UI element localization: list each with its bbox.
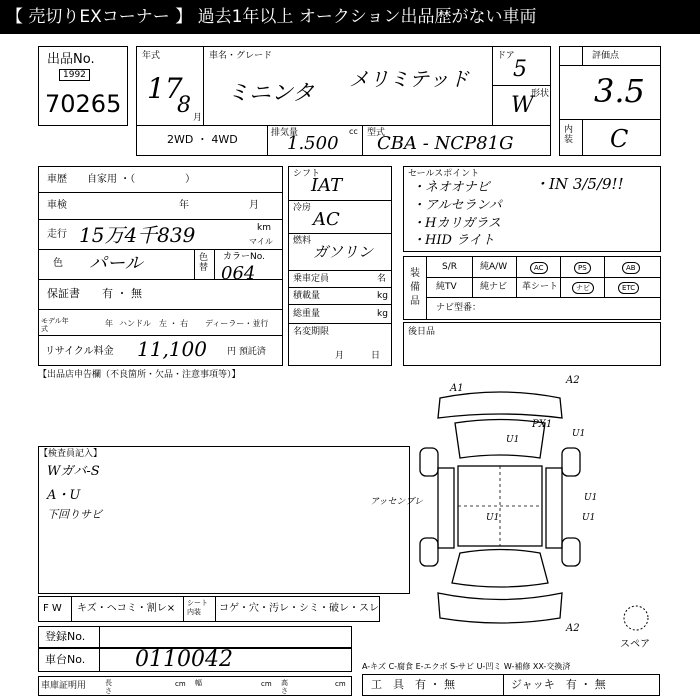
- capacity-label: 乗車定員: [293, 274, 330, 284]
- name-label: 車名・グレード: [209, 51, 273, 61]
- color-no-value: 064: [221, 263, 256, 284]
- equip-etc: ETC: [618, 282, 639, 294]
- type-label: 型式: [367, 128, 386, 138]
- ac-value: AC: [313, 209, 340, 230]
- lot-label: 出品No.: [47, 52, 95, 67]
- selling-point-4: ・HID ライト: [412, 233, 495, 248]
- displacement-value: 1.500: [287, 133, 339, 154]
- selling-points-box: [403, 166, 661, 252]
- cert-width: 幅: [195, 679, 202, 687]
- cert-height: 高さ: [281, 679, 288, 695]
- color-no-label: カラーNo.: [223, 252, 265, 262]
- fuel-label: 燃料: [293, 236, 312, 246]
- tools-text: 工 具 有 ・ 無: [371, 678, 455, 691]
- fw-row: [38, 596, 380, 622]
- recycle-value: 11,100: [137, 337, 207, 361]
- chassis-value: 0110042: [135, 647, 233, 672]
- shaken-month: 月: [249, 200, 259, 211]
- color-value: パール: [89, 253, 143, 274]
- shape-label: 形状: [531, 89, 550, 99]
- model-year-unit: 年: [105, 319, 113, 328]
- mark-a2-top: A2: [566, 375, 580, 386]
- history-row: 車歴 自家用 ・（ ）: [47, 174, 196, 185]
- shaken-label: 車検: [47, 200, 67, 211]
- declaration-label: 【出品店申告欄（不良箇所・欠品・注意事項等）】: [38, 370, 241, 380]
- year-label: 年式: [142, 51, 161, 61]
- lot-small-no: 1992: [59, 69, 90, 81]
- inspector-label: 【検査員記入】: [39, 449, 103, 459]
- color-label: 色: [53, 258, 63, 269]
- shape-value: W: [511, 93, 534, 118]
- mark-u1-e: U1: [582, 513, 596, 523]
- capacity-unit: 名: [377, 274, 387, 284]
- cert-label: 車庫証明用: [41, 681, 87, 691]
- equip-ab: AB: [622, 262, 640, 274]
- cc-unit: cc: [349, 127, 358, 136]
- ac-label: 冷房: [293, 203, 312, 213]
- color-change: 色替: [199, 253, 209, 273]
- equip-aw: 純A/W: [480, 262, 508, 272]
- cert-length: 長さ: [105, 679, 112, 695]
- equipment-box: [403, 256, 661, 320]
- mark-a2-bottom: A2: [566, 623, 580, 634]
- selling-point-3: ・Hカリガラス: [412, 216, 501, 231]
- inspector-note-2: A・U: [47, 488, 81, 503]
- inspector-note-3: 下回りサビ: [47, 508, 102, 521]
- recycle-unit: 円 預託済: [227, 347, 266, 357]
- mark-a1: A1: [450, 383, 464, 394]
- score-box: [559, 46, 661, 156]
- equip-tv: 純TV: [436, 282, 457, 292]
- selling-point-2: ・アルセランパ: [412, 198, 502, 213]
- equip-navi-mark: ナビ: [572, 282, 594, 294]
- title-banner: 【 売切りEXコーナー 】 過去1年以上 オークション出品歴がない車両: [0, 0, 700, 34]
- model-year-label: モデル年式: [41, 317, 69, 333]
- selling-points-label: セールスポイント: [408, 169, 480, 179]
- cert-width-unit: cm: [261, 680, 272, 688]
- interior-value: C: [610, 125, 629, 153]
- fuel-value: ガソリン: [313, 243, 374, 261]
- year-value: 17: [147, 72, 183, 105]
- jack-text: ジャッキ 有 ・ 無: [511, 678, 606, 691]
- grade: メリミテッド: [349, 67, 469, 91]
- mark-px1: PX1: [532, 419, 553, 430]
- chassis-label: 車台No.: [45, 653, 86, 666]
- car-name: ミニンタ: [227, 81, 315, 106]
- mark-u1-a: U1: [506, 435, 520, 445]
- load-label: 積載量: [293, 291, 321, 301]
- mark-u1-c: U1: [584, 493, 598, 503]
- selling-point-1: ・ネオオナビ: [412, 180, 490, 195]
- history-box: [38, 166, 283, 366]
- displacement-label: 排気量: [271, 128, 299, 138]
- later-items-box: [403, 322, 661, 366]
- weight-label: 総重量: [293, 309, 321, 319]
- sheet-text: コゲ・穴・汚レ・シミ・破レ・スレ: [219, 603, 379, 614]
- navi-type-label: ナビ型番：: [436, 303, 482, 313]
- cert-row: [38, 676, 352, 696]
- spare-label: スペア: [620, 639, 650, 650]
- equipment-label: 装備品: [410, 268, 420, 307]
- mile-unit: マイル: [249, 237, 273, 246]
- weight-unit: kg: [377, 309, 388, 319]
- month-value: 8: [177, 93, 191, 118]
- shaken-year: 年: [179, 200, 189, 211]
- interior-label: 内装: [564, 125, 574, 145]
- change-unit: 月 日: [335, 351, 381, 361]
- score-value: 3.5: [594, 72, 645, 110]
- equip-ac: AC: [530, 262, 548, 274]
- door-label: ドア: [497, 51, 515, 61]
- dealer-row: ディーラー・並行: [205, 319, 269, 328]
- mileage-value: 15万4千839: [79, 223, 196, 247]
- fw-text: キズ・ヘコミ・割レ×: [77, 603, 176, 614]
- mark-side-note: アッセンブレ: [370, 497, 424, 507]
- model-type: CBA - NCP81G: [377, 133, 514, 154]
- reg-label: 登録No.: [45, 630, 86, 643]
- shift-value: IAT: [311, 175, 343, 196]
- load-unit: kg: [377, 291, 388, 301]
- sheet-label: シート内装: [187, 599, 208, 616]
- tools-row: [362, 674, 660, 696]
- equip-navi: 純ナビ: [480, 282, 508, 292]
- reg-row: [38, 626, 352, 648]
- door-value: 5: [513, 57, 527, 82]
- lot-number: 70265: [45, 90, 122, 118]
- fw-label: F W: [43, 603, 62, 614]
- inspector-note-1: Wガバ-S: [47, 464, 100, 479]
- lot-box: [38, 46, 128, 126]
- recycle-label: リサイクル料金: [45, 346, 114, 357]
- selling-point-extra: ・IN 3/5/9!!: [534, 175, 624, 193]
- damage-legend: A-キズ C-腐食 E-エクボ S-サビ U-凹ミ W-補修 XX-交換済: [362, 662, 571, 671]
- handle-row: ハンドル 左 ・ 右: [119, 319, 189, 328]
- warranty-row: 保証書 有 ・ 無: [47, 287, 142, 300]
- equip-sr: S/R: [442, 262, 457, 272]
- chassis-row: [38, 648, 352, 672]
- later-items-label: 後日品: [408, 327, 436, 337]
- cert-height-unit: cm: [335, 680, 346, 688]
- score-label: 評価点: [592, 51, 620, 61]
- km-unit: km: [257, 223, 271, 233]
- equip-leather: 革シート: [522, 282, 559, 292]
- equip-ps: PS: [574, 262, 591, 274]
- vehicle-header-box: [136, 46, 551, 156]
- mark-u1-b: U1: [572, 429, 586, 439]
- mileage-label: 走行: [47, 229, 67, 240]
- mark-u1-d: U1: [486, 513, 500, 523]
- drive-type: 2WD ・ 4WD: [167, 133, 238, 146]
- shift-label: シフト: [293, 169, 321, 179]
- inspector-box: [38, 446, 410, 594]
- change-label: 名変期限: [293, 327, 330, 337]
- cert-length-unit: cm: [175, 680, 186, 688]
- mechanical-box: [288, 166, 392, 366]
- car-damage-diagram: [400, 375, 660, 638]
- month-unit: 月: [193, 113, 203, 123]
